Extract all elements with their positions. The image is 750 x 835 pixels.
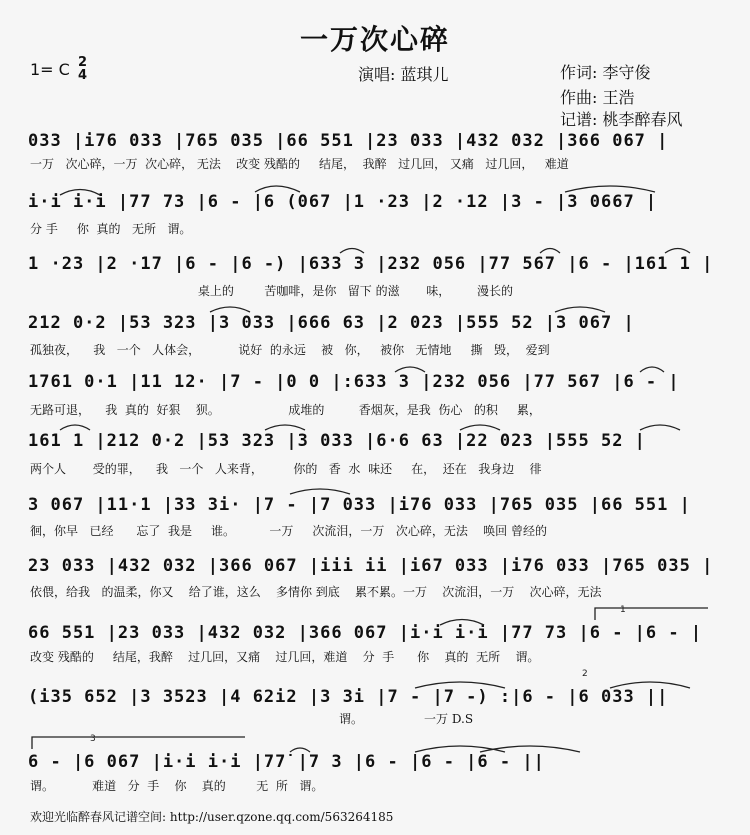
lyrics-line: 谓。 难道 分 手 你 真的 无 所 谓。 [30, 779, 324, 793]
slur [440, 620, 484, 626]
footer-text: 欢迎光临醉春风记谱空间: http://user.qzone.qq.com/563264185 [30, 810, 394, 824]
lyrics-line: 徊，你早 已经 忘了 我是 谁。 一万 次流泪，一万 次心碎，无法 唤回 曾经的 [30, 524, 547, 538]
time-signature-bottom: 4 [78, 68, 88, 83]
lyrics-line: 依偎，给我 的温柔，你又 给了谁，这么 多情你 到底 累不累。一万 次流泪，一万 次心碎，无法 [30, 585, 602, 599]
lyrics-line: 一万 次心碎，一万 次心碎， 无法 改变 残酷的 结尾， 我醉 过几回， 又痛 过几回， 难道 [30, 157, 569, 171]
lyrics-line: 桌上的 苦咖啡，是你 留下 的滋 味， 漫长的 [30, 284, 514, 298]
notation-line: 212 0·2 |53 323 |3 033 |666 63 |2 023 |555 52 |3 067 | [28, 313, 635, 333]
slur [565, 186, 655, 192]
slur [265, 425, 305, 430]
slur [480, 746, 580, 752]
slur [540, 249, 560, 254]
lyrics-line: 两个人 受的罪， 我 一个 人来背， 你的 香 水 味还 在， 还在 我身边 徘 [30, 462, 542, 476]
key-signature: 1= C [30, 60, 70, 79]
volta-number: 3 [90, 734, 96, 744]
slur [290, 748, 310, 752]
notation-line: 66 551 |23 033 |432 032 |366 067 |i·i i·i |77 73 |6 - |6 - | [28, 623, 703, 643]
slur [415, 682, 505, 688]
time-signature-top: 2 [78, 55, 88, 70]
lyrics-line: 分 手 你 真的 无所 谓。 [30, 222, 192, 236]
transcriber: 记谱: 桃李醉春风 [560, 110, 683, 129]
notation-line: 6 - |6 067 |i·i i·i |77̇ |7 3 |6 - |6 - |6 - || [28, 752, 545, 772]
notation-line: 1761 0·1 |11 12· |7 - |0 0 |:633 3 |232 056 |77 567 |6 - | [28, 372, 680, 392]
slur [460, 425, 500, 430]
notation-line: i·i i·i |77 73 |6 - |6 (067 |1 ·23 |2 ·12 |3 - |3 0667 | [28, 192, 658, 212]
slur [640, 425, 680, 430]
notation-line: (i35 652 |3 3523 |4 62i2 |3 3i |7 - |7 -) :|6 - |6 033 || [28, 687, 669, 707]
slur [555, 307, 605, 312]
volta-number: 1 [620, 605, 626, 615]
volta-number: 2 [582, 669, 588, 679]
slur [395, 367, 425, 372]
slur [210, 307, 250, 312]
composer: 作曲: 王浩 [560, 88, 635, 107]
slur [60, 190, 100, 196]
lyrics-line: 改变 残酷的 结尾，我醉 过几回，又痛 过几回，难道 分 手 你 真的 无所 谓。 [30, 650, 540, 664]
slur [60, 425, 90, 430]
notation-line: 033 |i76 033 |765 035 |66 551 |23 033 |432 032 |366 067 | [28, 131, 669, 151]
slur [255, 186, 300, 192]
lyrics-line: 谓。 一万 D.S [30, 712, 474, 726]
slur [340, 249, 364, 254]
lyricist: 作词: 李守俊 [560, 63, 651, 82]
notation-line: 161 1 |212 0·2 |53 323 |3 033 |6·6 63 |22 023 |555 52 | [28, 431, 646, 451]
notation-line: 3 067 |11·1 |33 3i· |7 - |7 033 |i76 033 |765 035 |66 551 | [28, 495, 691, 515]
lyrics-line: 无路可退， 我 真的 好狠 狈。 成堆的 香烟灰，是我 伤心 的积 累， [30, 403, 541, 417]
slur [290, 489, 350, 494]
volta-bracket [32, 737, 245, 749]
slur [665, 249, 690, 254]
singer: 演唱: 蓝琪儿 [358, 65, 449, 84]
lyrics-line: 孤独夜， 我 一个 人体会， 说好 的永远 被 你， 被你 无情地 撕 毁， 爱到 [30, 343, 550, 357]
notation-line: 1 ·23 |2 ·17 |6 - |6 -) |633 3 |232 056 |77 567 |6 - |161 1 | [28, 254, 714, 274]
notation-line: 23 033 |432 032 |366 067 |iii ii |i67 033 |i76 033 |765 035 | [28, 556, 714, 576]
volta-bracket [595, 608, 708, 620]
slur [610, 682, 690, 688]
slur [640, 367, 664, 372]
song-title: 一万次心碎 [299, 23, 450, 56]
